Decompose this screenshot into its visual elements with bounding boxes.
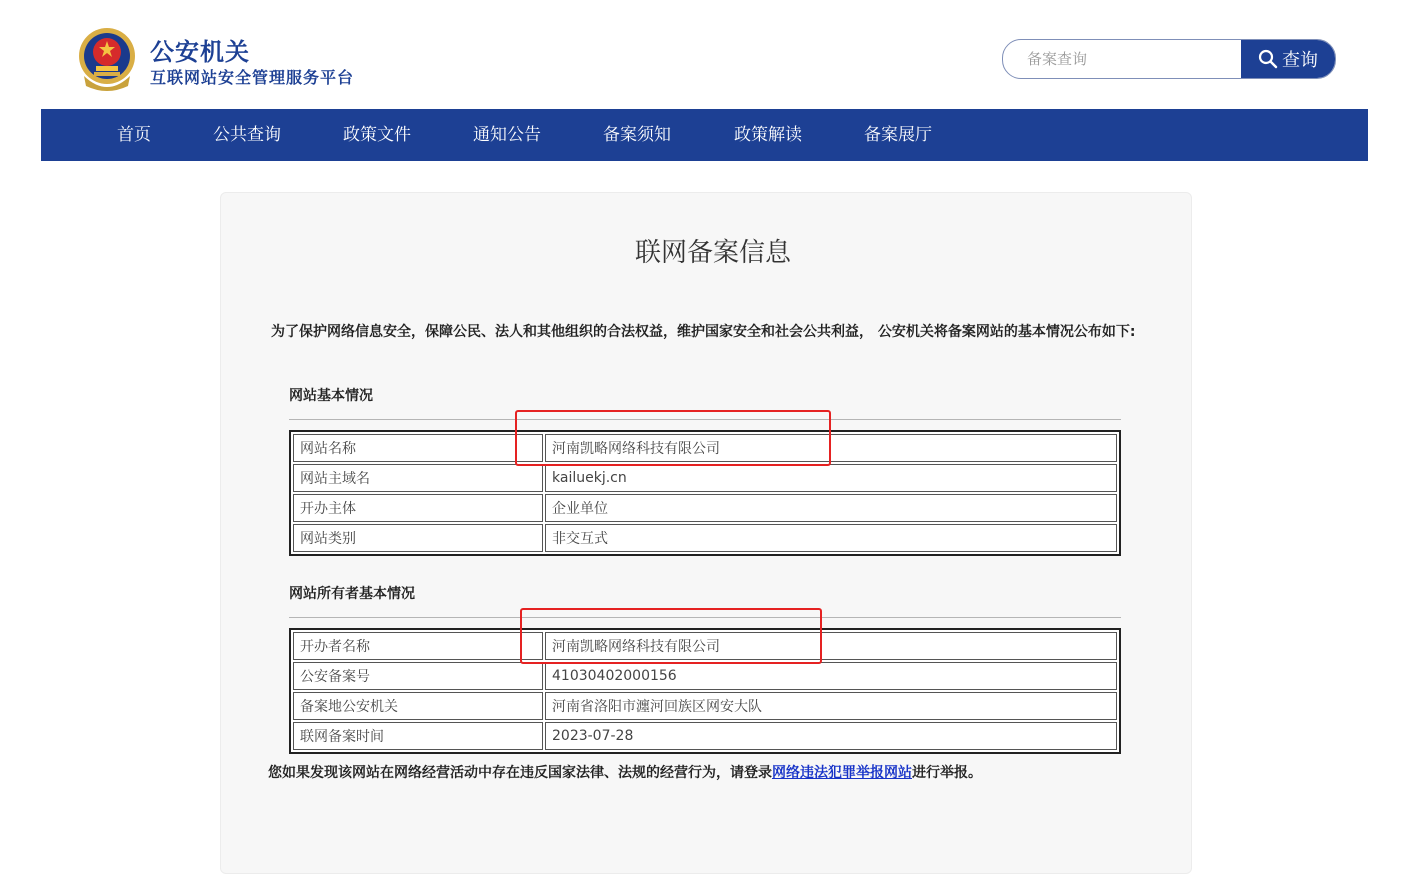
table-row	[293, 464, 1117, 492]
field-value: 河南省洛阳市瀍河回族区网安大队	[545, 692, 1117, 720]
search-button-label: 查询	[1282, 50, 1318, 71]
field-label: 网站名称	[293, 434, 543, 462]
search-input[interactable]	[1003, 40, 1241, 78]
police-emblem-icon	[74, 24, 140, 94]
main-nav	[41, 109, 1368, 161]
field-label: 开办主体	[293, 494, 543, 522]
highlight-box	[520, 608, 822, 664]
nav-item-policy-docs[interactable]: 政策文件	[343, 125, 411, 145]
report-suffix: 进行举报。	[912, 765, 982, 781]
nav-item-filing-guide[interactable]: 备案须知	[603, 125, 671, 145]
page-title: 联网备案信息	[634, 238, 791, 268]
nav-item-public-query[interactable]: 公共查询	[213, 125, 281, 145]
field-value: 41030402000156	[545, 662, 1117, 690]
logo-title: 公安机关	[150, 38, 250, 66]
field-label: 开办者名称	[293, 632, 543, 660]
report-prefix: 您如果发现该网站在网络经营活动中存在违反国家法律、法规的经营行为，请登录	[268, 765, 772, 781]
search-button[interactable]	[1241, 40, 1335, 78]
site-section-title: 网站基本情况	[289, 388, 373, 404]
field-value: 河南凯略网络科技有限公司	[545, 632, 1117, 660]
logo-subtitle: 互联网站安全管理服务平台	[150, 68, 355, 87]
field-label: 联网备案时间	[293, 722, 543, 750]
highlight-box	[515, 410, 831, 466]
owner-section-title: 网站所有者基本情况	[289, 586, 415, 602]
site-header	[0, 0, 1426, 109]
field-value: 企业单位	[545, 494, 1117, 522]
field-label: 网站主域名	[293, 464, 543, 492]
field-label: 公安备案号	[293, 662, 543, 690]
field-value: kailuekj.cn	[545, 464, 1117, 492]
nav-item-notices[interactable]: 通知公告	[473, 125, 541, 145]
intro-text: 为了保护网络信息安全，保障公民、法人和其他组织的合法权益，维护国家安全和社会公共利益， 公安机关将备案网站的基本情况公布如下:	[271, 324, 1136, 340]
report-notice	[268, 762, 982, 782]
table-row	[293, 494, 1117, 522]
search-bar	[1002, 39, 1336, 79]
table-row	[293, 662, 1117, 690]
field-label: 网站类别	[293, 524, 543, 552]
report-link[interactable]: 网络违法犯罪举报网站	[772, 765, 912, 781]
nav-item-filing-hall[interactable]: 备案展厅	[864, 125, 932, 145]
table-row	[293, 722, 1117, 750]
field-label: 备案地公安机关	[293, 692, 543, 720]
nav-item-home[interactable]: 首页	[117, 125, 151, 145]
nav-item-policy-interpretation[interactable]: 政策解读	[734, 125, 802, 145]
table-row	[293, 692, 1117, 720]
field-value: 非交互式	[545, 524, 1117, 552]
search-icon	[1258, 49, 1278, 69]
field-value: 河南凯略网络科技有限公司	[545, 434, 1117, 462]
field-value: 2023-07-28	[545, 722, 1117, 750]
table-row	[293, 524, 1117, 552]
